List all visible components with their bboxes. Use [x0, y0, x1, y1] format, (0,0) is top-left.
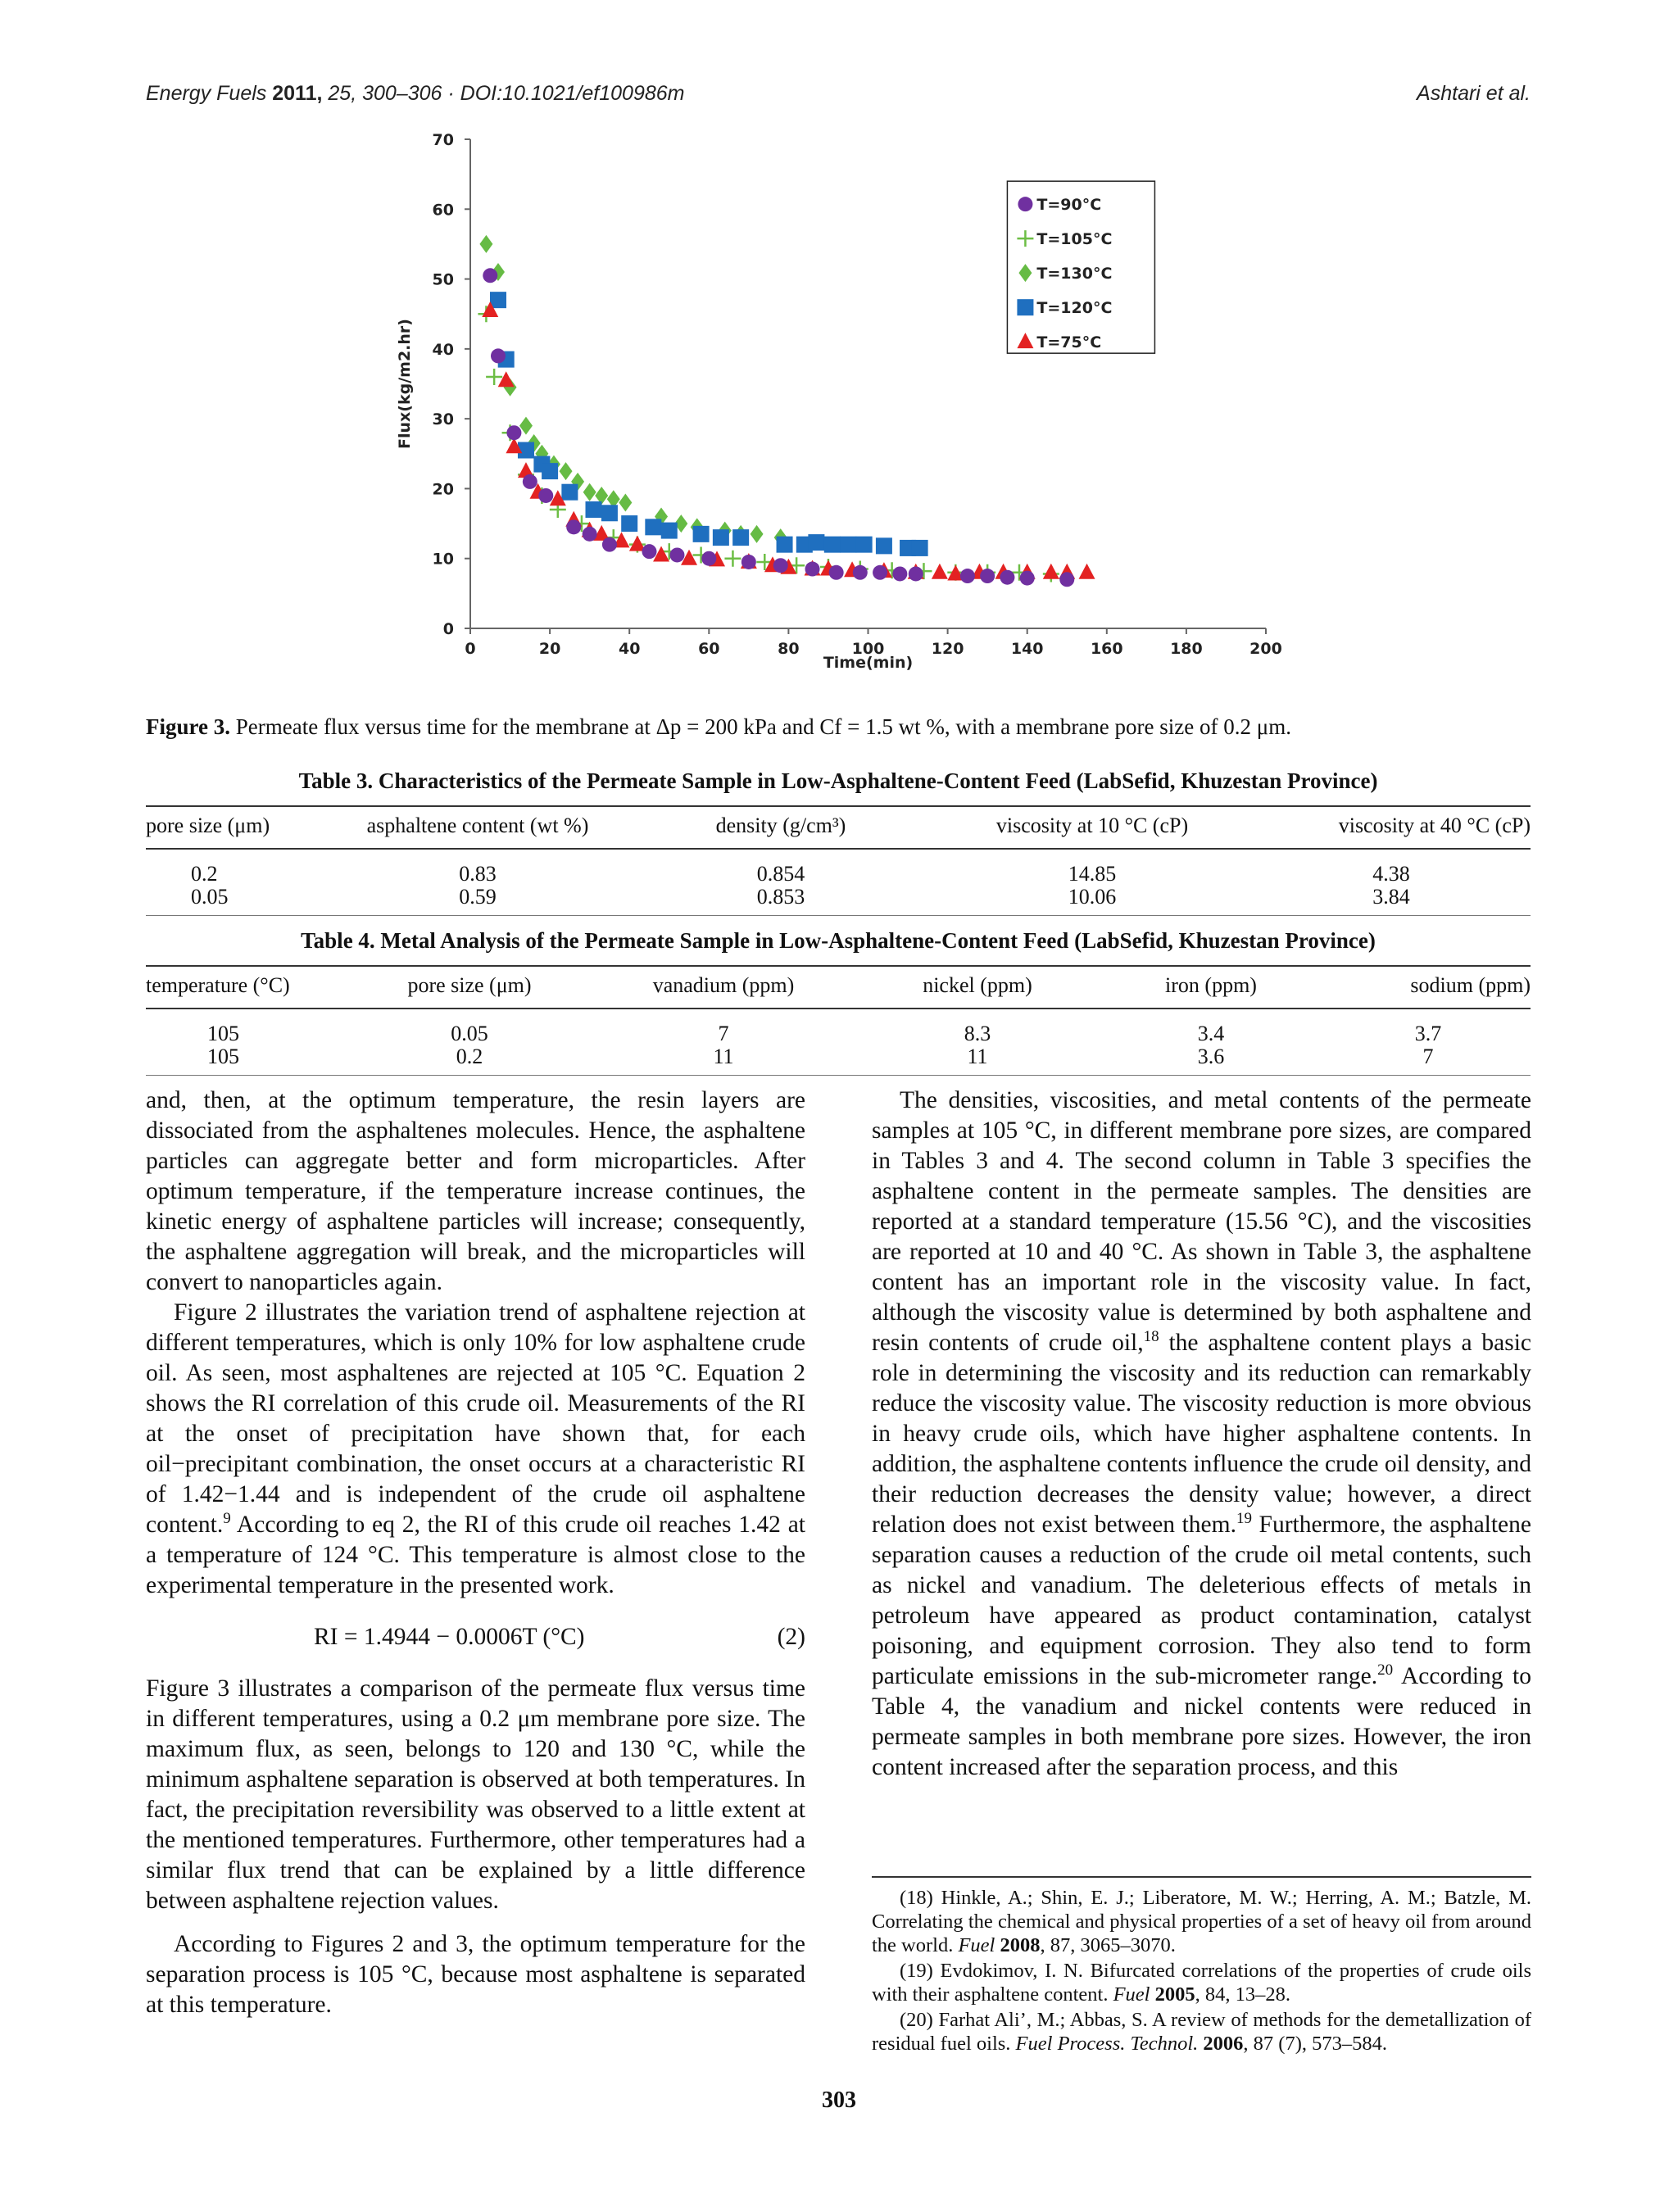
legend-entry: T=120°C: [1036, 299, 1113, 318]
data-point: [1000, 570, 1014, 585]
data-point: [808, 534, 824, 551]
paragraph: The densities, viscosities, and metal contents of the permeate samples at 105 °C, in different membrane pore sizes, are compared in Tables 3 and 4. The second column in Table 3 specifies the asphaltene content in the permeate samples. The densities are reported at a standard temperature (15.56 °C), and the viscosities are reported at 10 and 40 °C. As shown in Table 3, the asphaltene content has an important role in the viscosity value. In fact, although the viscosity value is determined by both asphaltene and resin contents of crude oil,$^{18}$ the asphaltene content plays a basic role in determining the viscosity and its reduction can remarkably reduce the viscosity value. The viscosity reduction is more obvious in heavy crude oils, which have higher asphaltene contents. In addition, the asphaltene contents influence the crude oil density, and their reduction decreases the density value; however, a direct relation does not exist between them.$^{19}$ Furthermore, the asphaltene separation causes a reduction of the crude oil metal contents, such as nickel and vanadium. The deleterious effects of metals in petroleum have appeared as product contamination, catalyst poisoning, and equipment corrosion. They also tend to form particulate emissions in the sub-micrometer range.$^{20}$ According to Table 4, the vanadium and nickel contents were reduced in permeate samples in both membrane pore sizes. However, the iron content increased after the separation process, and this: [872, 1087, 1532, 1780]
table-cell: 11: [588, 1045, 859, 1076]
data-point: [661, 523, 678, 539]
data-point: [561, 484, 578, 501]
data-point: [909, 566, 923, 581]
table4: [146, 965, 1531, 1076]
table-row: [146, 886, 1531, 916]
data-point: [912, 540, 928, 556]
table4-header: temperature (°C): [146, 966, 351, 1009]
table-cell: 0.05: [451, 1022, 488, 1045]
y-tick-label: 70: [432, 131, 454, 149]
chart-axes: [385, 123, 1295, 684]
data-point: [840, 537, 856, 553]
table3-header: pore size (μm): [146, 806, 326, 849]
data-point: [805, 562, 820, 577]
data-point: [873, 565, 887, 580]
data-point: [602, 537, 617, 552]
table-cell: 0.854: [756, 862, 805, 886]
table-cell: 10.06: [932, 886, 1252, 916]
table-cell: 3.6: [1096, 1045, 1326, 1076]
data-point: [777, 537, 793, 553]
data-point: [853, 565, 868, 580]
paragraph: Figure 2 illustrates the variation trend of asphaltene rejection at different temperatures, which is only 10% for low asphaltene crude oil. As seen, most asphaltenes are rejected at 105 °C. Equation 2 shows the RI correlation of this crude oil. Measurements of the RI at the onset of precipitation have shown that, for each oil−precipitant combination, the onset occurs at a characteristic RI of 1.42−1.44 and is independent of the crude oil asphaltene content.$^9$ According to eq 2, the RI of this crude oil reaches 1.42 at a temperature of 124 °C. This temperature is almost close to the experimental temperature in the presented work.: [146, 1299, 805, 1598]
data-point: [1020, 571, 1035, 586]
x-tick-label: 80: [778, 640, 800, 658]
data-point: [523, 474, 537, 489]
table4-header: sodium (ppm): [1326, 966, 1531, 1009]
data-point: [491, 348, 506, 363]
reference-19: (19) Evdokimov, I. N. Bifurcated correlations of the properties of crude oils with their asphaltene content. Fuel 2005, 84, 13–28.: [872, 1960, 1531, 2006]
reference-18: (18) Hinkle, A.; Shin, E. J.; Liberatore, M. W.; Herring, A. M.; Batzle, M. Correlating the chemical and physical properties of a set of heavy oil from around the world. Fuel 2008, 87, 3065–3070.: [872, 1887, 1531, 1956]
y-tick-label: 40: [432, 340, 454, 359]
table4-title: Table 4. Metal Analysis of the Permeate Sample in Low-Asphaltene-Content Feed (LabSefid, Khuzestan Province): [301, 928, 1376, 953]
data-point: [892, 566, 907, 581]
data-point: [483, 268, 497, 283]
table4-header: vanadium (ppm): [588, 966, 859, 1009]
x-tick-label: 200: [1249, 640, 1282, 658]
table3-header: viscosity at 40 °C (cP): [1252, 806, 1531, 849]
table3-header: viscosity at 10 °C (cP): [932, 806, 1252, 849]
paragraph: Figure 3 illustrates a comparison of the permeate flux versus time in different temperatures, using a 0.2 μm membrane pore size. The maximum flux, as seen, belongs to 120 and 130 °C, while the minimum asphaltene separation is observed at both temperatures. In fact, the precipitation reversibility was observed to a little extent at the mentioned temperatures. Furthermore, other temperatures had a similar flux trend that can be explained by a little difference between asphaltene rejection values.: [146, 1675, 805, 1914]
table-cell: 105: [146, 1045, 351, 1076]
table-cell: 0.853: [629, 886, 932, 916]
data-point: [621, 515, 637, 532]
right-column: [872, 1086, 1531, 1783]
data-point: [773, 558, 788, 573]
table3-header: asphaltene content (wt %): [326, 806, 629, 849]
data-point: [980, 569, 995, 583]
paragraph: According to Figures 2 and 3, the optimum temperature for the separation process is 105 °C, because most asphaltene is separated at this temperature.: [146, 1931, 805, 2018]
table-cell: 3.84: [1252, 886, 1531, 916]
table-cell: 11: [859, 1045, 1096, 1076]
equation-number: (2): [777, 1624, 805, 1650]
page-number: 303: [822, 2087, 856, 2113]
chart-background: [385, 123, 1295, 684]
data-point: [542, 463, 558, 479]
table-row: [146, 1045, 1531, 1076]
table-cell: 0.59: [326, 886, 629, 916]
data-point: [506, 425, 521, 440]
author-running-head: Ashtari et al.: [1417, 82, 1531, 105]
x-tick-label: 0: [465, 640, 476, 658]
y-tick-label: 60: [432, 201, 454, 220]
y-axis-label: Flux(kg/m2.hr): [396, 319, 414, 449]
data-point: [732, 529, 749, 546]
legend-marker: [1018, 197, 1032, 211]
x-tick-label: 140: [1010, 640, 1044, 658]
data-point: [669, 547, 684, 562]
legend-marker: [1017, 299, 1033, 315]
data-point: [856, 537, 873, 553]
table-row: [146, 1009, 1531, 1045]
table-cell: 3.4: [1197, 1022, 1225, 1045]
equation-2: [146, 1601, 805, 1674]
data-point: [586, 501, 602, 518]
table-cell: 3.7: [1414, 1022, 1442, 1045]
table-cell: 14.85: [1068, 862, 1117, 886]
reference-20: (20) Farhat Ali’, M.; Abbas, S. A review of methods for the demetallization of residual fuel oils. Fuel Process. Technol. 2006, 87 (7), 573–584.: [872, 2009, 1531, 2055]
table-cell: 105: [207, 1022, 239, 1045]
journal-citation: Energy Fuels 2011, 25, 300–306 · DOI:10.1021/ef100986m: [146, 82, 685, 105]
x-tick-label: 180: [1170, 640, 1203, 658]
table-cell: 8.3: [964, 1022, 991, 1045]
data-point: [566, 519, 581, 534]
running-header: [146, 82, 1531, 115]
chart-legend: [1007, 181, 1154, 353]
data-point: [829, 565, 844, 580]
data-point: [1059, 572, 1074, 587]
table4-header: iron (ppm): [1096, 966, 1326, 1009]
data-point: [876, 537, 892, 554]
table-cell: 0.05: [146, 886, 326, 916]
y-tick-label: 20: [432, 480, 454, 499]
table-cell: 0.2: [351, 1045, 588, 1076]
data-point: [642, 544, 656, 559]
legend-entry: T=105°C: [1036, 230, 1113, 249]
data-point: [701, 551, 716, 566]
data-point: [741, 555, 756, 569]
data-point: [645, 519, 661, 535]
data-point: [538, 488, 553, 503]
x-axis-label: Time(min): [823, 654, 914, 672]
data-point: [960, 569, 975, 583]
table3-header: density (g/cm³): [629, 806, 932, 849]
y-tick-label: 30: [432, 410, 454, 429]
table-cell: 7: [718, 1022, 729, 1045]
table3-title: Table 3. Characteristics of the Permeate Sample in Low-Asphaltene-Content Feed (LabSefid, Khuzestan Province): [298, 768, 1378, 793]
y-tick-label: 0: [442, 620, 454, 638]
left-column: [146, 1086, 805, 2020]
paragraph: and, then, at the optimum temperature, the resin layers are dissociated from the asphaltenes molecules. Hence, the asphaltene particles can aggregate better and form microparticles. After optimum temperature, if the temperature increase continues, the kinetic energy of asphaltene particles will increase; consequently, the asphaltene aggregation will break, and the microparticles will convert to nanoparticles again.: [146, 1087, 805, 1295]
flux-vs-time-chart: [385, 123, 1295, 684]
figure-caption: Figure 3. Permeate flux versus time for the membrane at Δp = 200 kPa and Cf = 1.5 wt %, with a membrane pore size of 0.2 μm.: [146, 714, 1291, 739]
legend-entry: T=90°C: [1036, 196, 1102, 215]
data-point: [693, 526, 710, 542]
table-cell: 7: [1326, 1045, 1531, 1076]
table-row: [146, 849, 1531, 886]
data-point: [583, 527, 597, 542]
y-tick-label: 50: [432, 270, 454, 289]
table4-header: nickel (ppm): [859, 966, 1096, 1009]
legend-entry: T=75°C: [1036, 333, 1102, 352]
data-point: [713, 529, 729, 546]
table3: [146, 805, 1531, 916]
table-cell: 4.38: [1372, 862, 1410, 886]
x-tick-label: 40: [618, 640, 641, 658]
data-point: [601, 505, 618, 521]
table-cell: 0.2: [191, 862, 218, 886]
equation-text: RI = 1.4944 − 0.0006T (°C): [314, 1624, 585, 1650]
x-tick-label: 60: [698, 640, 720, 658]
legend-entry: T=130°C: [1036, 265, 1113, 283]
references: [872, 1876, 1531, 2057]
x-tick-label: 20: [538, 640, 561, 658]
x-tick-label: 160: [1090, 640, 1123, 658]
table4-header: pore size (μm): [351, 966, 588, 1009]
x-tick-label: 100: [851, 640, 885, 658]
table-cell: 0.83: [459, 862, 497, 886]
data-point: [824, 537, 841, 553]
x-tick-label: 120: [931, 640, 964, 658]
y-tick-label: 10: [432, 550, 454, 569]
